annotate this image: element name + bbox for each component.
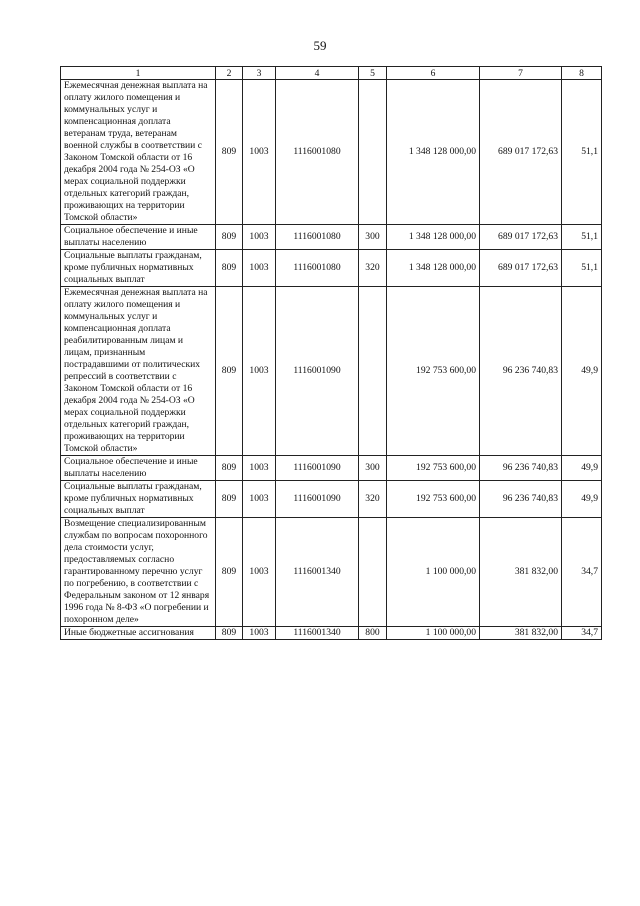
column-header: 1 (61, 67, 216, 80)
target-article-code: 1116001340 (276, 518, 359, 627)
column-header: 6 (387, 67, 480, 80)
section-code: 1003 (243, 627, 276, 640)
expense-type-code (359, 287, 387, 456)
expense-name: Социальное обеспечение и иные выплаты населению (61, 225, 216, 250)
section-code: 1003 (243, 225, 276, 250)
budget-table (60, 66, 602, 640)
execution-percent: 51,1 (562, 250, 602, 287)
plan-amount: 1 348 128 000,00 (387, 250, 480, 287)
plan-amount: 192 753 600,00 (387, 481, 480, 518)
plan-amount: 1 100 000,00 (387, 518, 480, 627)
grbs-code: 809 (216, 456, 243, 481)
table-row (61, 518, 602, 627)
table-row (61, 627, 602, 640)
execution-percent: 49,9 (562, 287, 602, 456)
table-row (61, 225, 602, 250)
execution-percent: 51,1 (562, 80, 602, 225)
expense-name: Возмещение специализированным службам по вопросам похоронного дела стоимости услуг, предоставляемых согласно гарантированному перечню услуг по погребению, в соответствии с Федеральным законом от 12 января 1996 года № 8-ФЗ «О погребении и похоронном деле» (61, 518, 216, 627)
execution-percent: 49,9 (562, 456, 602, 481)
expense-type-code: 300 (359, 225, 387, 250)
grbs-code: 809 (216, 627, 243, 640)
target-article-code: 1116001080 (276, 80, 359, 225)
expense-type-code: 800 (359, 627, 387, 640)
expense-type-code: 320 (359, 481, 387, 518)
column-header: 5 (359, 67, 387, 80)
section-code: 1003 (243, 481, 276, 518)
expense-type-code (359, 518, 387, 627)
expense-name: Социальные выплаты гражданам, кроме публичных нормативных социальных выплат (61, 250, 216, 287)
target-article-code: 1116001080 (276, 250, 359, 287)
target-article-code: 1116001090 (276, 481, 359, 518)
column-header: 7 (480, 67, 562, 80)
section-code: 1003 (243, 456, 276, 481)
table-row (61, 80, 602, 225)
expense-type-code: 320 (359, 250, 387, 287)
expense-name: Ежемесячная денежная выплата на оплату жилого помещения и коммунальных услуг и компенсационная доплата реабилитированным лицам и лицам, признанным пострадавшими от политических репрессий в соответствии с Законом Томской области от 16 декабря 2004 года № 254-ОЗ «О мерах социальной поддержки отдельных категорий граждан, проживающих на территории Томской области» (61, 287, 216, 456)
plan-amount: 1 348 128 000,00 (387, 225, 480, 250)
execution-percent: 34,7 (562, 627, 602, 640)
executed-amount: 96 236 740,83 (480, 456, 562, 481)
section-code: 1003 (243, 287, 276, 456)
plan-amount: 192 753 600,00 (387, 287, 480, 456)
column-header: 8 (562, 67, 602, 80)
grbs-code: 809 (216, 518, 243, 627)
plan-amount: 1 348 128 000,00 (387, 80, 480, 225)
expense-type-code: 300 (359, 456, 387, 481)
target-article-code: 1116001080 (276, 225, 359, 250)
expense-name: Иные бюджетные ассигнования (61, 627, 216, 640)
table-header-row (61, 67, 602, 80)
table-row (61, 250, 602, 287)
execution-percent: 49,9 (562, 481, 602, 518)
executed-amount: 381 832,00 (480, 627, 562, 640)
grbs-code: 809 (216, 250, 243, 287)
table-row (61, 287, 602, 456)
executed-amount: 381 832,00 (480, 518, 562, 627)
grbs-code: 809 (216, 225, 243, 250)
section-code: 1003 (243, 518, 276, 627)
column-header: 4 (276, 67, 359, 80)
expense-name: Ежемесячная денежная выплата на оплату жилого помещения и коммунальных услуг и компенсационная доплата ветеранам труда, ветеранам военной службы в соответствии с Законом Томской области от 16 декабря 2004 года № 254-ОЗ «О мерах социальной поддержки отдельных категорий граждан, проживающих на территории Томской области» (61, 80, 216, 225)
execution-percent: 34,7 (562, 518, 602, 627)
target-article-code: 1116001090 (276, 287, 359, 456)
executed-amount: 689 017 172,63 (480, 80, 562, 225)
table-row (61, 456, 602, 481)
column-header: 3 (243, 67, 276, 80)
executed-amount: 96 236 740,83 (480, 287, 562, 456)
grbs-code: 809 (216, 481, 243, 518)
execution-percent: 51,1 (562, 225, 602, 250)
table-row (61, 481, 602, 518)
expense-name: Социальное обеспечение и иные выплаты населению (61, 456, 216, 481)
grbs-code: 809 (216, 80, 243, 225)
target-article-code: 1116001090 (276, 456, 359, 481)
plan-amount: 1 100 000,00 (387, 627, 480, 640)
executed-amount: 689 017 172,63 (480, 225, 562, 250)
grbs-code: 809 (216, 287, 243, 456)
section-code: 1003 (243, 250, 276, 287)
plan-amount: 192 753 600,00 (387, 456, 480, 481)
executed-amount: 689 017 172,63 (480, 250, 562, 287)
target-article-code: 1116001340 (276, 627, 359, 640)
expense-name: Социальные выплаты гражданам, кроме публичных нормативных социальных выплат (61, 481, 216, 518)
executed-amount: 96 236 740,83 (480, 481, 562, 518)
page-number: 59 (313, 38, 327, 53)
section-code: 1003 (243, 80, 276, 225)
expense-type-code (359, 80, 387, 225)
column-header: 2 (216, 67, 243, 80)
